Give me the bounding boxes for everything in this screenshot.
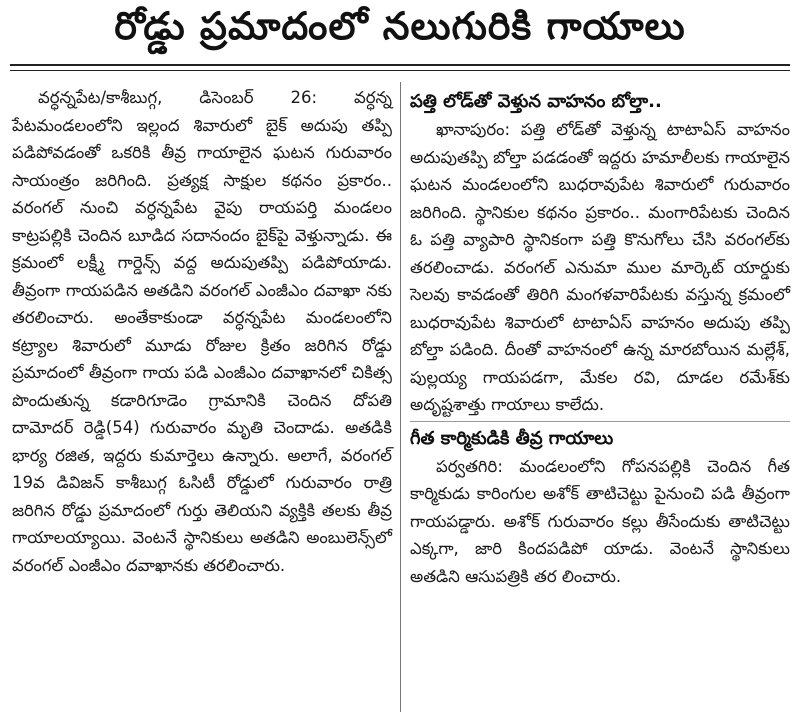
second-story-heading: పత్తి లోడ్‌తో వెళ్తున వాహనం బోల్తా..	[410, 91, 662, 112]
main-story-paragraph: వర్ధన్నపేట/కాశీబుగ్గ, డిసెంబర్ 26: వర్ధన్న పేటమండలంలోని ఇల్లంద శివారులో బైక్ అదుపు తప్పి పడిపోవడంతో ఒకరికి తీవ్ర గాయాలైన ఘటన గురువారం సాయంత్రం జరిగింది. ప్రత్యక్ష సాక్షుల కథనం ప్రకారం.. వరంగల్ నుంచి వర్ధన్నపేట వైపు రాయపర్తి మండలం కాట్రపల్లికి చెందిన బూడిద సదానందం బైక్‌పై వెళ్తున్నాడు. ఈ క్రమంలో లక్ష్మీ గార్డెన్స్ వద్ద అదుపుతప్పి పడిపోయాడు. తీవ్రంగా గాయపడిన అతడిని వరంగల్ ఎంజీఎం దవాఖా నకు తరలించారు. అంతేకాకుండా వర్ధన్నపేట మండలంలోని కట్ర్యాల శివారులో మూడు రోజుల క్రితం జరిగిన రోడ్డు ప్రమాదంలో తీవ్రంగా గాయ పడి ఎంజీఎం దవాఖానలో చికిత్స పొందుతున్న కడారిగూడెం గ్రామానికి చెందిన దోపతి దామోదర్ రెడ్డి(54) గురువారం మృతి చెందాడు. అతడికి భార్య రజిత, ఇద్దరు కుమార్తెలు ఉన్నారు. అలాగే, వరంగల్ 19వ డివిజన్ కాశీబుగ్గ ఓసిటీ రోడ్డులో గురువారం రాత్రి జరిగిన రోడ్డు ప్రమాదంలో గుర్తు తెలియని వ్యక్తికి తలకు తీవ్ర గాయాలయ్యాయి. వెంటనే స్థానికులు అతడిని అంబులెన్స్‌లో వరంగల్ ఎంజీఎం దవాఖానకు తరలించారు.	[12, 88, 392, 575]
third-story-paragraph: పర్వతగిరి: మండలంలోని గోపనపల్లికి చెందిన గీత కార్మికుడు కారింగుల అశోక్ తాటిచెట్టు పైనుంచి పడి తీవ్రంగా గాయపడ్డారు. అశోక్ గురువారం కల్లు తీసేందుకు తాటిచెట్టు ఎక్కగా, జారి కిందపడిపో యాడు. వెంటనే స్థానికులు అతడిని ఆసుపత్రికి తర లించారు.	[410, 456, 790, 586]
headline-rule-top	[10, 64, 790, 66]
side-stories-column	[410, 84, 790, 590]
main-story-column	[12, 84, 392, 579]
column-divider	[400, 82, 401, 712]
headline: రోడ్డు ప్రమాదంలో నలుగురికి గాయాలు	[114, 4, 686, 48]
third-story-heading: గీత కార్మికుడికి తీవ్ర గాయాలు	[410, 421, 790, 453]
second-story-paragraph: ఖానాపురం: పత్తి లోడ్‌తో వెళ్తున్న టాటాఏస్ వాహనం అదుపుతప్పి బోల్తా పడడంతో ఇద్దరు హమాలీలకు గాయాలైన ఘటన మండలంలోని బుధరావుపేట శివారులో గురువారం జరిగింది. స్థానికుల కథనం ప్రకారం.. మంగారిపేటకు చెందిన ఓ పత్తి వ్యాపారి స్థానికంగా పత్తి కొనుగోలు చేసి వరంగల్‌కు తరలించాడు. వరంగల్ ఎనుమా ముల మార్కెట్ యార్డుకు సెలవు కావడంతో తిరిగి మంగళవారిపేటకు వస్తున్న క్రమంలో బుధరావుపేట శివారులో టాటాఏస్ వాహనం అదుపు తప్పి బోల్తా పడింది. దీంతో వాహనంలో ఉన్న మారబోయిన మల్లేశ్, పుల్లయ్య గాయపడగా, మేకల రవి, దూడల రమేశ్‌కు అదృష్టశాత్తు గాయాలు కాలేదు.	[410, 120, 790, 414]
headline-rule-bottom	[10, 70, 790, 71]
